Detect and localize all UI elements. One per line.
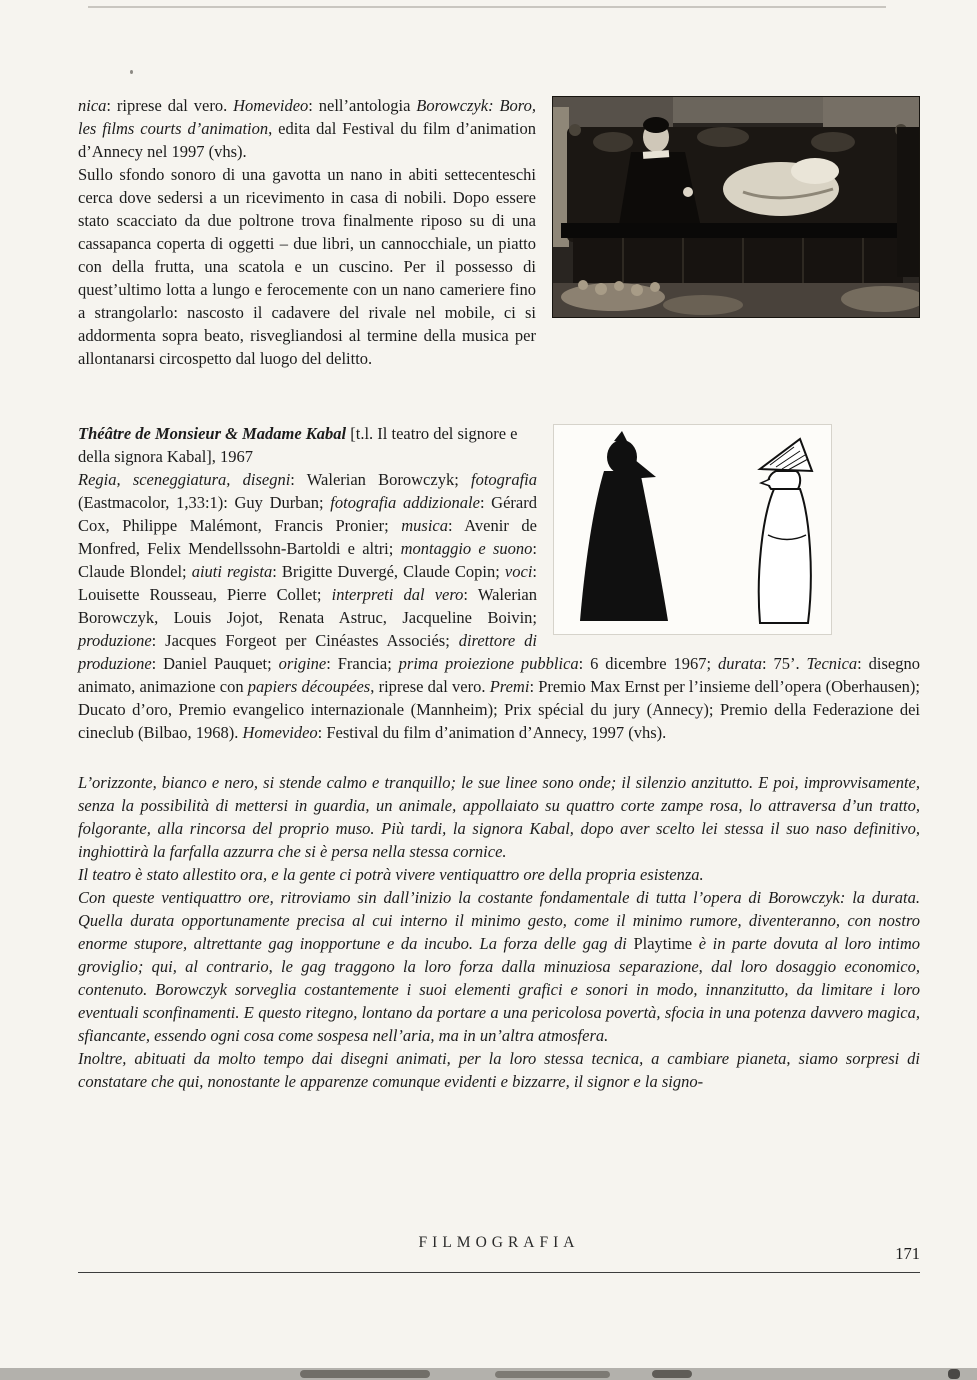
scan-artifact-top [88, 6, 886, 8]
footer-rule [78, 1272, 920, 1273]
page-content [78, 94, 920, 1093]
continuation-paragraph: nica: riprese dal vero. Homevideo: nell’antologia Borowczyk: Boro, les films courts d’animation, edita dal Festival du film d’animation d’Annecy nel 1997 (vhs). [78, 96, 536, 161]
section-review [78, 771, 920, 1093]
kabal-drawing [553, 424, 832, 635]
review-paragraph-4: Inoltre, abituati da molto tempo dai disegni animati, per la loro stessa tecnica, a cambiare pianeta, siamo sorpresi di constatare che qui, nonostante le apparenze comunque evidenti e bizzarre, il signor e la signo- [78, 1049, 920, 1091]
film-entry-credits: Regia, sceneggiatura, disegni: Walerian Borowczyk; fotografia (Eastmacolor, 1,33:1): Guy Durban; fotografia addizionale: Gérard Cox, Philippe Malémont, Francis Pronier; musica: Avenir de Monfred, Felix Mendellssohn-Bartoldi e altri; montaggio e suono: Claude Blondel; aiuti regista: Brigitte Duvergé, Claude Copin; voci: Louisette Rousseau, Pierre Collet; interpreti dal vero: Walerian Borowczyk, Louis Jojot, Renata Astruc, Jacqueline Boivin; produzione: Jacques Forgeot per Cinéastes Associés; direttore di produzione: Daniel Pauquet; origine: Francia; prima proiezione pubblica: 6 dicembre 1967; durata: 75’. Tecnica: disegno animato, animazione con papiers découpées, riprese dal vero. Premi: Premio Max Ernst per l’insieme dell’opera (Oberhausen); Ducato d’oro, Premio evangelico internazionale (Mannheim); Prix spécial du jury (Annecy); Premio della Federazione dei cineclub (Bilbao, 1968). Homevideo: Festival du film d’animation d’Annecy, 1997 (vhs). [78, 470, 920, 742]
film-still-photo [552, 96, 920, 318]
review-paragraph-3: Con queste ventiquattro ore, ritroviamo sin dall’inizio la costante fondamentale di tutta l’opera di Borowczyk: la durata. Quella durata opportunamente precisa al cui interno il minimo gesto, come il minimo rumore, diventeranno, con nostro enorme stupore, altrettante gag inopportune e da incubo. La forza delle gag di Playtime è in parte dovuta al loro intimo groviglio; qui, al contrario, le gag traggono la loro forza dalla minuziosa separazione, dal loro dosaggio economico, contenuto. Borowczyk sorveglia costantemente i suoi elementi grafici e sonori in modo, innanzitutto, da limitare i loro eventuali sconfinamenti. E questo ritegno, lontano da portare a una pericolosa povertà, sfocia in una potenza davvero magica, sfiancante, essendo ogni cosa come sospesa nell’aria, ma in un’altra atmosfera. [78, 888, 920, 1045]
scan-speck [130, 70, 133, 74]
review-paragraph-1: L’orizzonte, bianco e nero, si stende calmo e tranquillo; le sue linee sono onde; il silenzio anzitutto. E poi, improvvisamente, senza la possibilità di mettersi in guardia, un animale, appollaiato su quattro corte zampe rosa, lo attraversa d’un tratto, folgorante, alla rincorsa del proprio muso. Più tardi, la signora Kabal, dopo aver scelto lei stessa il suo naso definitivo, inghiottirà la farfalla azzurra che si è persa nella stessa cornice. [78, 773, 920, 861]
section-previous-film [78, 94, 920, 370]
review-paragraph-2: Il teatro è stato allestito ora, e la gente ci potrà vivere ventiquattro ore della propria esistenza. [78, 865, 704, 884]
running-footer-title: FILMOGRAFIA [418, 1234, 580, 1251]
film-entry-title: Théâtre de Monsieur & Madame Kabal [t.l. Il teatro del signore e della signora Kabal], 1967 [78, 424, 518, 466]
scan-artifact-bottom [0, 1368, 977, 1380]
scan-smudge [652, 1370, 692, 1378]
page-number: 171 [895, 1244, 920, 1263]
scan-smudge [948, 1369, 960, 1379]
scan-smudge [300, 1370, 430, 1378]
section-kabal-entry [78, 422, 920, 744]
synopsis-paragraph: Sullo sfondo sonoro di una gavotta un nano in abiti settecenteschi cerca dove sedersi a un ricevimento in casa di nobili. Dopo essere stato scacciato da due poltrone trova finalmente riposo su di una cassapanca coperta di oggetti – due libri, un cannocchiale, un piatto con della frutta, una scatola e un cuscino. Per il possesso di quest’ultimo lotta a lungo e ferocemente con un nano cameriere fino a strangolarlo: nascosto il cadavere del rivale nel mobile, ci si addormenta sopra beato, risvegliandosi al termine della musica per allontanarsi circospetto dal luogo del delitto. [78, 165, 536, 368]
scan-smudge [495, 1371, 610, 1378]
